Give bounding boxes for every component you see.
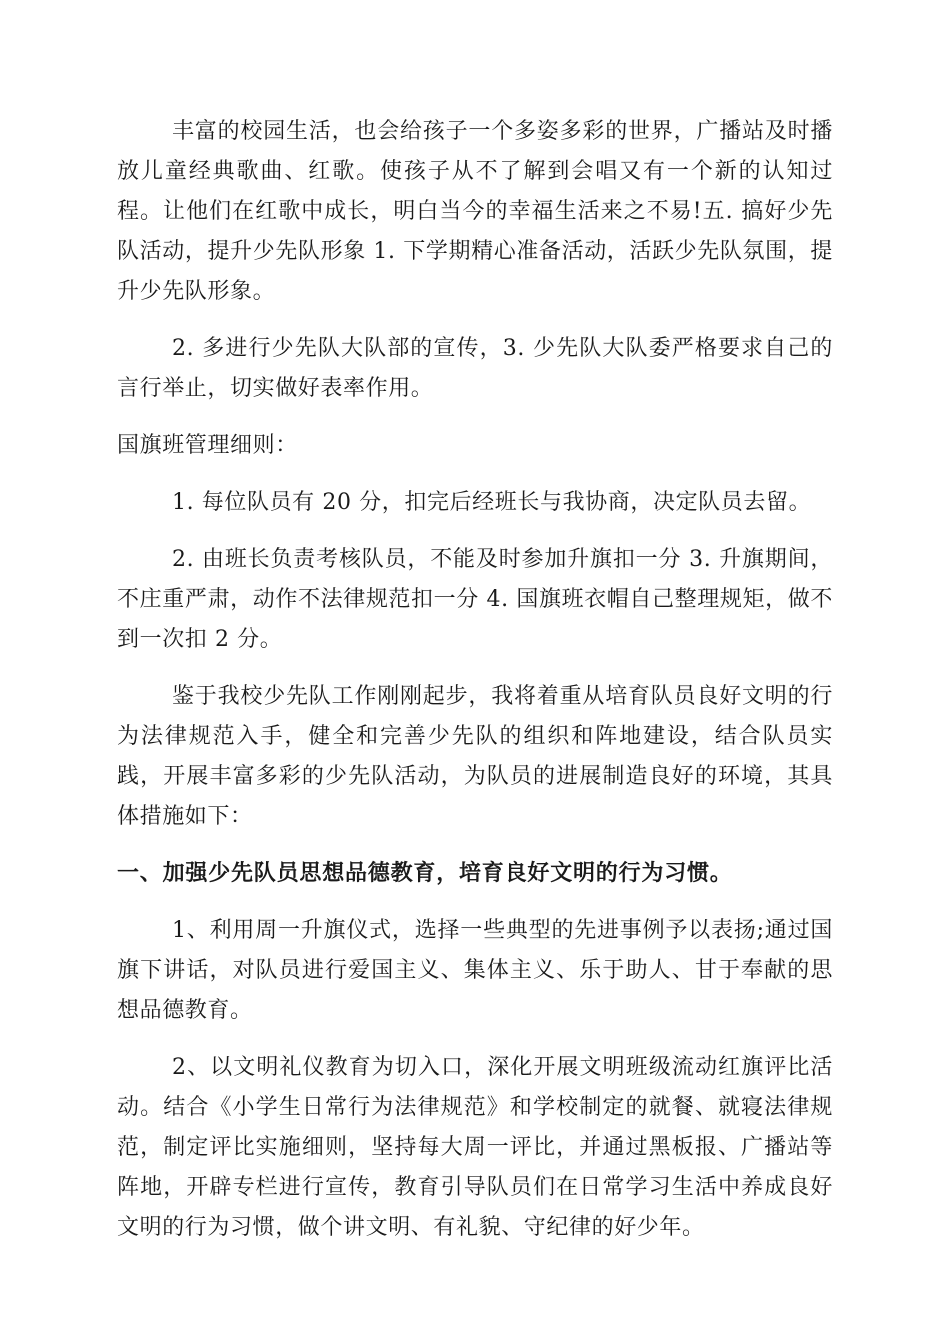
document-body <box>117 112 833 1265</box>
paragraph-rule-details: 2. 由班长负责考核队员，不能及时参加升旗扣一分 3. 升旗期间，不庄重严肃，动作不法律规范扣一分 4. 国旗班衣帽自己整理规矩，做不到一次扣 2 分。 <box>117 547 833 652</box>
paragraph-promotion: 2. 多进行少先队大队部的宣传，3. 少先队大队委严格要求自己的言行举止，切实做好表率作用。 <box>117 336 833 401</box>
paragraph-rule-points: 1. 每位队员有 20 分，扣完后经班长与我协商，决定队员去留。 <box>172 490 812 515</box>
paragraph-campus-life: 丰富的校园生活，也会给孩子一个多姿多彩的世界，广播站及时播放儿童经典歌曲、红歌。使孩子从不了解到会唱又有一个新的认知过程。让他们在红歌中成长，明白当今的幸福生活来之不易!五. 搞好少先队活动，提升少先队形象 1. 下学期精心准备活动，活跃少先队氛围，提升少先队形象。 <box>117 119 833 304</box>
section-heading: 一、加强少先队员思想品德教育，培育良好文明的行为习惯。 <box>117 861 733 886</box>
paragraph-measures-intro: 鉴于我校少先队工作刚刚起步，我将着重从培育队员良好文明的行为法律规范入手，健全和完善少先队的组织和阵地建设，结合队员实践，开展丰富多彩的少先队活动，为队员的进展制造良好的环境，其具体措施如下： <box>117 684 833 829</box>
paragraph-civility-education: 2、以文明礼仪教育为切入口，深化开展文明班级流动红旗评比活动。结合《小学生日常行为法律规范》和学校制定的就餐、就寝法律规范，制定评比实施细则，坚持每大周一评比，并通过黑板报、广播站等阵地，开辟专栏进行宣传，教育引导队员们在日常学习生活中养成良好文明的行为习惯，做个讲文明、有礼貌、守纪律的好少年。 <box>117 1055 833 1240</box>
flag-team-rules-title: 国旗班管理细则： <box>117 433 298 458</box>
paragraph-flag-ceremony: 1、利用周一升旗仪式，选择一些典型的先进事例予以表扬;通过国旗下讲话，对队员进行爱国主义、集体主义、乐于助人、甘于奉献的思想品德教育。 <box>117 918 833 1023</box>
